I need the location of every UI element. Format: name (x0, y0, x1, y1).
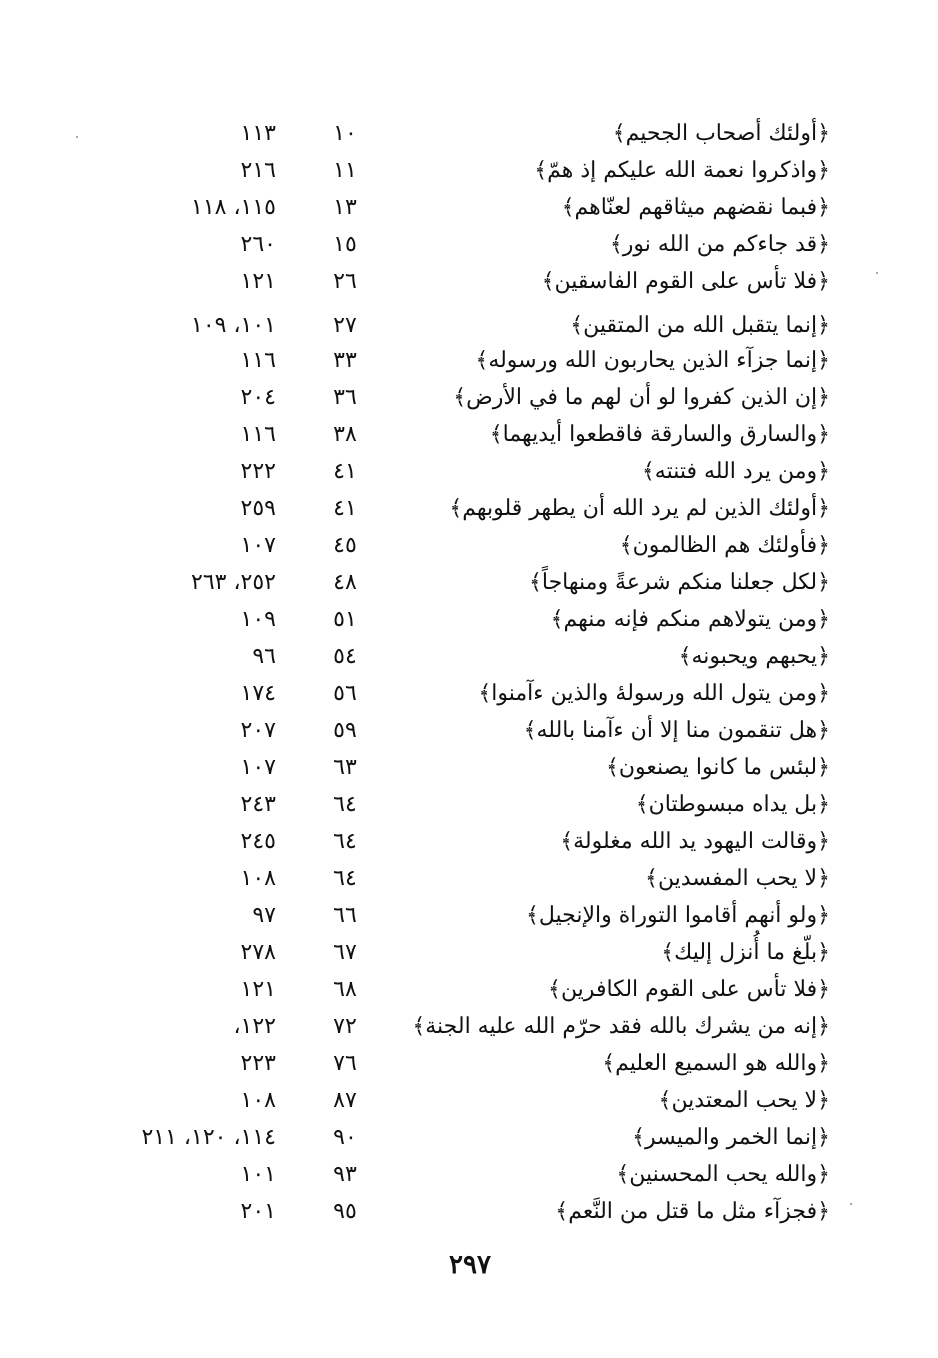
page-references: ٢٠٤ (240, 385, 276, 410)
ayah-number: ٧٢ (333, 1014, 357, 1039)
index-row (0, 264, 938, 300)
verse-text: ﴿إنما جزآء الذين يحاربون الله ورسوله﴾ (475, 348, 830, 373)
ayah-number: ٦٤ (333, 829, 357, 854)
ayah-number: ١١ (333, 158, 357, 183)
verse-text: ﴿وقالت اليهود يد الله مغلولة﴾ (560, 829, 830, 854)
page-references: ٢٥٢، ٢٦٣ (191, 570, 276, 595)
verse-text: ﴿واذكروا نعمة الله عليكم إذ همّ﴾ (534, 158, 830, 183)
ayah-number: ٩٥ (333, 1199, 357, 1224)
ayah-number: ٤٥ (333, 533, 357, 558)
verse-text: ﴿أولئك أصحاب الجحيم﴾ (612, 121, 830, 146)
ayah-number: ٥١ (333, 607, 357, 632)
page-references: ١١٦ (240, 348, 276, 373)
ayah-number: ٤٨ (333, 570, 357, 595)
page-references: ١٠١ (240, 1162, 276, 1187)
ayah-number: ١٠ (333, 121, 357, 146)
index-row (0, 713, 938, 749)
index-row (0, 898, 938, 934)
index-row (0, 491, 938, 527)
index-row (0, 787, 938, 823)
verse-text: ﴿والسارق والسارقة فاقطعوا أيديهما﴾ (489, 422, 830, 447)
scan-speck (76, 136, 78, 138)
page-references: ٢٢٣ (240, 1051, 276, 1076)
page-references: ٢٤٣ (240, 792, 276, 817)
page-references: ١١٥، ١١٨ (191, 195, 276, 220)
page-references: ٢٠١ (240, 1199, 276, 1224)
page-references: ٩٦ (252, 644, 276, 669)
ayah-number: ٢٦ (333, 269, 357, 294)
page-references: ٢٠٧ (240, 718, 276, 743)
verse-text: ﴿ومن يرد الله فتنته﴾ (641, 459, 830, 484)
scan-speck (850, 1203, 852, 1205)
index-row (0, 417, 938, 453)
page-references: ١٢٢، (233, 1014, 276, 1039)
index-row (0, 227, 938, 263)
ayah-number: ٣٨ (333, 422, 357, 447)
page-references: ١٢١ (240, 269, 276, 294)
index-row (0, 153, 938, 189)
ayah-number: ٦٨ (333, 977, 357, 1002)
page-references: ١٠٧ (240, 533, 276, 558)
ayah-number: ٧٦ (333, 1051, 357, 1076)
page-references: ١٠٨ (240, 1088, 276, 1113)
ayah-number: ٦٧ (333, 940, 357, 965)
index-row (0, 750, 938, 786)
ayah-number: ٥٤ (333, 644, 357, 669)
verse-text: ﴿بل يداه مبسوطتان﴾ (635, 792, 830, 817)
ayah-number: ٥٩ (333, 718, 357, 743)
verse-text: ﴿لا يحب المفسدين﴾ (645, 866, 830, 891)
verse-text: ﴿لكل جعلنا منكم شرعةً ومنهاجاً﴾ (528, 570, 830, 595)
ayah-number: ١٣ (333, 195, 357, 220)
index-row (0, 454, 938, 490)
verse-text: ﴿قد جاءكم من الله نور﴾ (609, 232, 830, 257)
verse-text: ﴿فلا تأس على القوم الكافرين﴾ (548, 977, 830, 1002)
page-references: ١٧٤ (240, 681, 276, 706)
verse-text: ﴿لبئس ما كانوا يصنعون﴾ (605, 755, 830, 780)
ayah-number: ٢٧ (333, 313, 357, 338)
verse-text: ﴿فأولئك هم الظالمون﴾ (619, 533, 830, 558)
index-row (0, 116, 938, 152)
index-row (0, 1083, 938, 1119)
page-references: ١٠١، ١٠٩ (191, 313, 276, 338)
verse-text: ﴿بلّغ ما أُنزل إليك﴾ (661, 940, 830, 965)
verse-text: ﴿يحبهم ويحبونه﴾ (678, 644, 830, 669)
index-row (0, 639, 938, 675)
ayah-number: ٨٧ (333, 1088, 357, 1113)
ayah-number: ٦٤ (333, 792, 357, 817)
verse-text: ﴿والله هو السميع العليم﴾ (602, 1051, 830, 1076)
ayah-number: ٦٣ (333, 755, 357, 780)
scan-speck (876, 272, 878, 274)
ayah-number: ٩٠ (333, 1125, 357, 1150)
verse-text: ﴿فجزآء مثل ما قتل من النَّعم﴾ (555, 1199, 830, 1224)
page-references: ٢٢٢ (240, 459, 276, 484)
verse-text: ﴿إنه من يشرك بالله فقد حرّم الله عليه الجنة﴾ (412, 1014, 830, 1039)
index-row (0, 565, 938, 601)
index-row (0, 861, 938, 897)
page-references: ١٠٨ (240, 866, 276, 891)
index-row (0, 308, 938, 344)
index-row (0, 1194, 938, 1230)
page-references: ١٠٧ (240, 755, 276, 780)
index-row (0, 528, 938, 564)
page-references: ٢١٦ (240, 158, 276, 183)
ayah-number: ٣٣ (333, 348, 357, 373)
index-row (0, 1009, 938, 1045)
index-row (0, 824, 938, 860)
verse-text: ﴿هل تنقمون منا إلا أن ءآمنا بالله﴾ (523, 718, 830, 743)
verse-text: ﴿إنما يتقبل الله من المتقين﴾ (570, 313, 830, 338)
ayah-number: ٤١ (333, 496, 357, 521)
index-row (0, 676, 938, 712)
page-references: ١١٣ (240, 121, 276, 146)
ayah-number: ٩٣ (333, 1162, 357, 1187)
verse-text: ﴿إنما الخمر والميسر﴾ (632, 1125, 830, 1150)
ayah-number: ٤١ (333, 459, 357, 484)
index-row (0, 1157, 938, 1193)
ayah-number: ٣٦ (333, 385, 357, 410)
verse-text: ﴿أولئك الذين لم يرد الله أن يطهر قلوبهم﴾ (449, 496, 830, 521)
page-references: ١١٤، ١٢٠، ٢١١ (141, 1125, 276, 1150)
page-references: ٢٧٨ (240, 940, 276, 965)
index-row (0, 380, 938, 416)
index-row (0, 190, 938, 226)
verse-text: ﴿لا يحب المعتدين﴾ (658, 1088, 830, 1113)
verse-text: ﴿فبما نقضهم ميثاقهم لعنّاهم﴾ (561, 195, 830, 220)
verse-text: ﴿ومن يتول الله ورسولهٔ والذين ءآمنوا﴾ (478, 681, 830, 706)
index-row (0, 1046, 938, 1082)
page-references: ١٠٩ (240, 607, 276, 632)
verse-text: ﴿فلا تأس على القوم الفاسقين﴾ (541, 269, 830, 294)
index-row (0, 1120, 938, 1156)
page-references: ٢٦٠ (240, 232, 276, 257)
page-references: ٢٤٥ (240, 829, 276, 854)
page-references: ٢٥٩ (240, 496, 276, 521)
ayah-number: ١٥ (333, 232, 357, 257)
verse-text: ﴿إن الذين كفروا لو أن لهم ما في الأرض﴾ (453, 385, 830, 410)
index-row (0, 935, 938, 971)
page-number: ٢٩٧ (449, 1250, 491, 1280)
verse-text: ﴿والله يحب المحسنين﴾ (616, 1162, 830, 1187)
ayah-number: ٦٤ (333, 866, 357, 891)
index-row (0, 602, 938, 638)
verse-text: ﴿ومن يتولاهم منكم فإنه منهم﴾ (550, 607, 830, 632)
verse-text: ﴿ولو أنهم أقاموا التوراة والإنجيل﴾ (525, 903, 830, 928)
page-references: ١١٦ (240, 422, 276, 447)
index-row (0, 343, 938, 379)
page-references: ٩٧ (252, 903, 276, 928)
index-row (0, 972, 938, 1008)
ayah-number: ٦٦ (333, 903, 357, 928)
ayah-number: ٥٦ (333, 681, 357, 706)
page-references: ١٢١ (240, 977, 276, 1002)
